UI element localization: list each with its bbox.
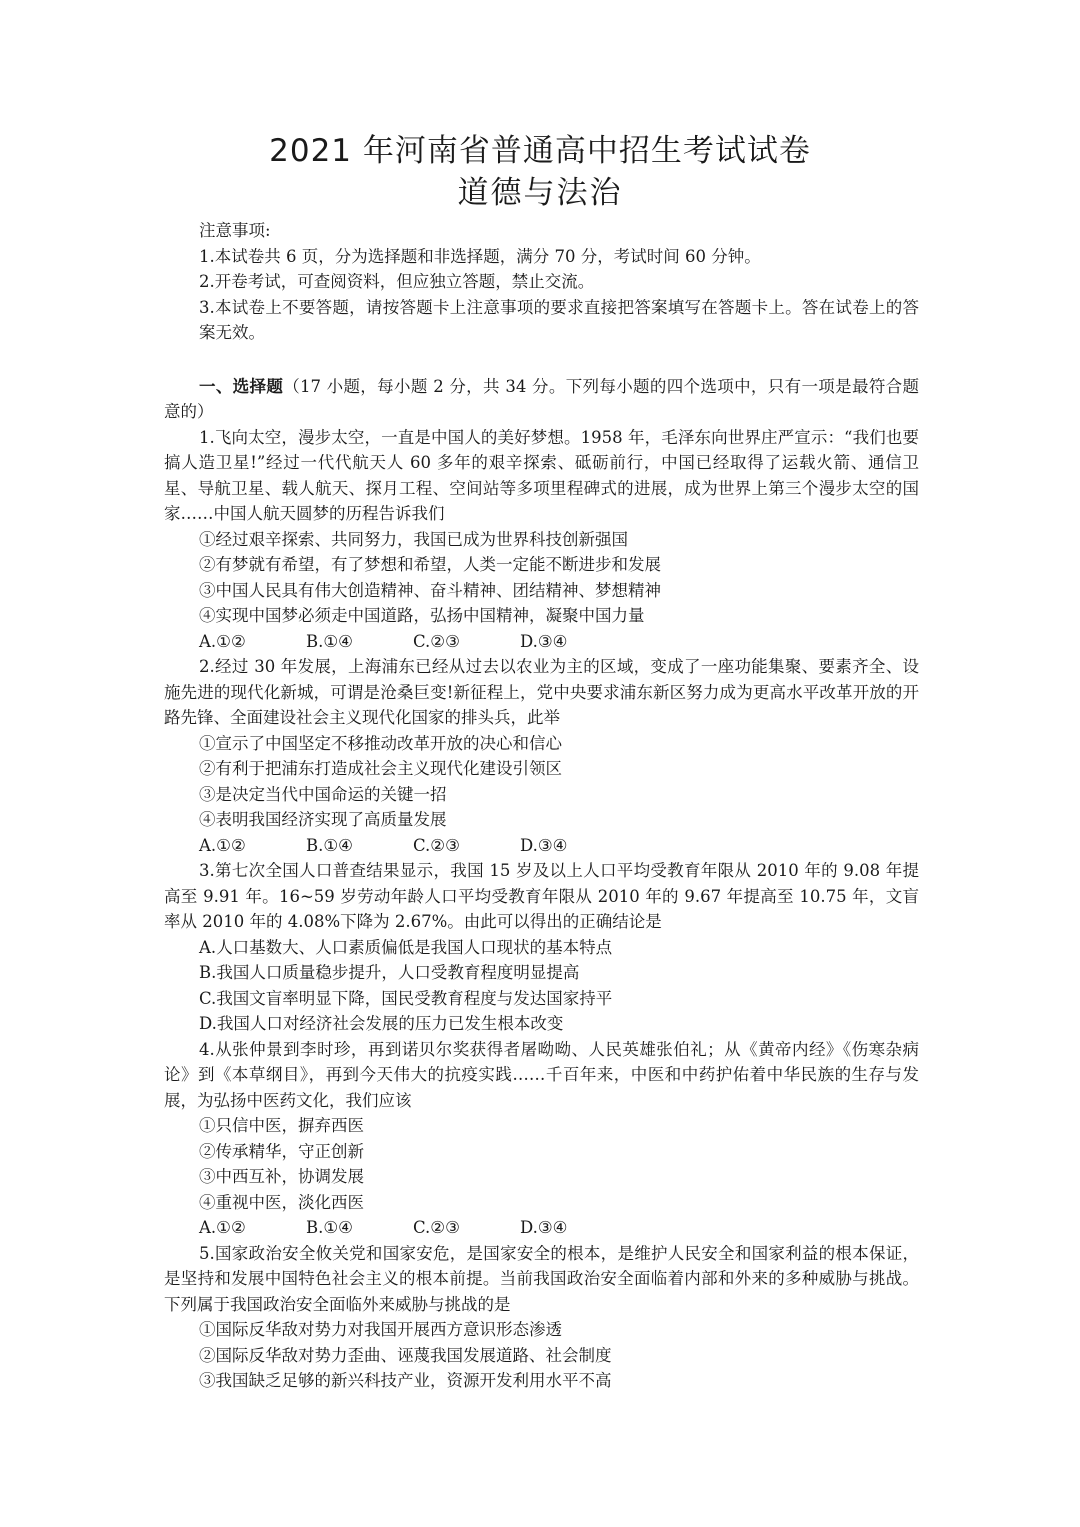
question-item: ④重视中医，淡化西医 <box>199 1192 364 1212</box>
note-item-text: 3.本试卷上不要答题，请按答题卡上注意事项的要求直接把答案填写在答题卡上。答在试卷上的答案无效。 <box>199 297 919 342</box>
answer-options <box>164 833 919 859</box>
section-desc: （17 小题，每小题 2 分，共 34 分。下列每小题的四个选项中，只有一项是最符合题意的） <box>164 376 919 421</box>
question-item: ①只信中医，摒弃西医 <box>199 1116 364 1135</box>
question-item: ②传承精华，守正创新 <box>199 1141 364 1161</box>
question-item: ①国际反华敌对势力对我国开展西方意识形态渗透 <box>199 1320 562 1339</box>
question-stem: 5.国家政治安全攸关党和国家安危，是国家安全的根本，是维护人民安全和国家利益的根本保证，是坚持和发展中国特色社会主义的根本前提。当前我国政治安全面临着内部和外来的多种威胁与挑战。下列属于我国政治安全面临外来威胁与挑战的是 <box>164 1243 919 1314</box>
option-c: C.②③ <box>413 835 460 855</box>
section-heading <box>164 374 919 425</box>
option-d: D.③④ <box>520 631 568 651</box>
question-item: ④表明我国经济实现了高质量发展 <box>199 810 447 829</box>
option-c: C.②③ <box>413 631 460 651</box>
question-item: ②有梦就有希望，有了梦想和希望，人类一定能不断进步和发展 <box>199 555 661 574</box>
question-item: ③中国人民具有伟大创造精神、奋斗精神、团结精神、梦想精神 <box>199 580 661 600</box>
question-choice: C.我国文盲率明显下降，国民受教育程度与发达国家持平 <box>199 988 613 1008</box>
option-b: B.①④ <box>306 631 353 651</box>
note-item: 1.本试卷共 6 页，分为选择题和非选择题，满分 70 分，考试时间 60 分钟。 <box>199 246 761 266</box>
question-stem: 2.经过 30 年发展，上海浦东已经从过去以农业为主的区域，变成了一座功能集聚、要素齐全、设施先进的现代化新城，可谓是沧桑巨变!新征程上，党中央要求浦东新区努力成为更高水平改革开放的开路先锋、全面建设社会主义现代化国家的排头兵，此举 <box>164 657 919 727</box>
option-a: A.①② <box>199 1218 246 1237</box>
answer-options <box>164 629 919 655</box>
option-c: C.②③ <box>413 1218 460 1237</box>
question-choice: B.我国人口质量稳步提升，人口受教育程度明显提高 <box>199 963 580 982</box>
option-d: D.③④ <box>520 1218 568 1237</box>
question-stem: 4.从张仲景到李时珍，再到诺贝尔奖获得者屠呦呦、人民英雄张伯礼；从《黄帝内经》《伤寒杂病论》到《本草纲目》，再到今天伟大的抗疫实践……千百年来，中医和中药护佑着中华民族的生存与发展，为弘扬中医药文化，我们应该 <box>164 1039 919 1110</box>
notes-heading: 注意事项: <box>199 221 271 240</box>
question-item: ②国际反华敌对势力歪曲、诬蔑我国发展道路、社会制度 <box>199 1345 612 1365</box>
question-item: ②有利于把浦东打造成社会主义现代化建设引领区 <box>199 759 562 778</box>
exam-content <box>164 218 919 1394</box>
option-b: B.①④ <box>306 1218 353 1237</box>
option-b: B.①④ <box>306 835 353 855</box>
question-choice: D.我国人口对经济社会发展的压力已发生根本改变 <box>199 1014 564 1033</box>
question-stem: 1.飞向太空，漫步太空，一直是中国人的美好梦想。1958 年，毛泽东向世界庄严宣示：“我们也要搞人造卫星!”经过一代代航天人 60 多年的艰辛探索、砥砺前行，中国已经取得了运载火箭、通信卫星、导航卫星、载人航天、探月工程、空间站等多项里程碑式的进展，成为世界上第三个漫步太空的国家……中国人航天圆梦的历程告诉我们 <box>164 427 919 523</box>
answer-options <box>164 1215 919 1241</box>
section-label: 一、选择题 <box>199 376 284 396</box>
spacer <box>164 346 919 374</box>
note-item: 2.开卷考试，可查阅资料，但应独立答题，禁止交流。 <box>199 272 595 291</box>
question-item: ③中西互补，协调发展 <box>199 1167 364 1186</box>
option-a: A.①② <box>199 835 246 855</box>
option-d: D.③④ <box>520 835 568 855</box>
option-a: A.①② <box>199 631 246 651</box>
question-item: ①宣示了中国坚定不移推动改革开放的决心和信心 <box>199 733 562 753</box>
question-item: ③我国缺乏足够的新兴科技产业，资源开发利用水平不高 <box>199 1371 612 1390</box>
exam-subject: 道德与法治 <box>457 175 623 211</box>
title-block <box>0 130 1080 214</box>
question-item: ④实现中国梦必须走中国道路，弘扬中国精神，凝聚中国力量 <box>199 606 645 625</box>
question-item: ③是决定当代中国命运的关键一招 <box>199 784 447 804</box>
question-choice: A.人口基数大、人口素质偏低是我国人口现状的基本特点 <box>199 937 613 957</box>
exam-title: 2021 年河南省普通高中招生考试试卷 <box>269 133 811 169</box>
question-stem: 3.第七次全国人口普查结果显示，我国 15 岁及以上人口平均受教育年限从 2010 年的 9.08 年提高至 9.91 年。16~59 岁劳动年龄人口平均受教育年限从 2010 年的 9.67 年提高至 10.75 年，文盲率从 2010 年的 4.08%下降为 2.67%。由此可以得出的正确结论是 <box>164 861 919 931</box>
note-item <box>164 295 919 346</box>
question-item: ①经过艰辛探索、共同努力，我国已成为世界科技创新强国 <box>199 529 628 549</box>
